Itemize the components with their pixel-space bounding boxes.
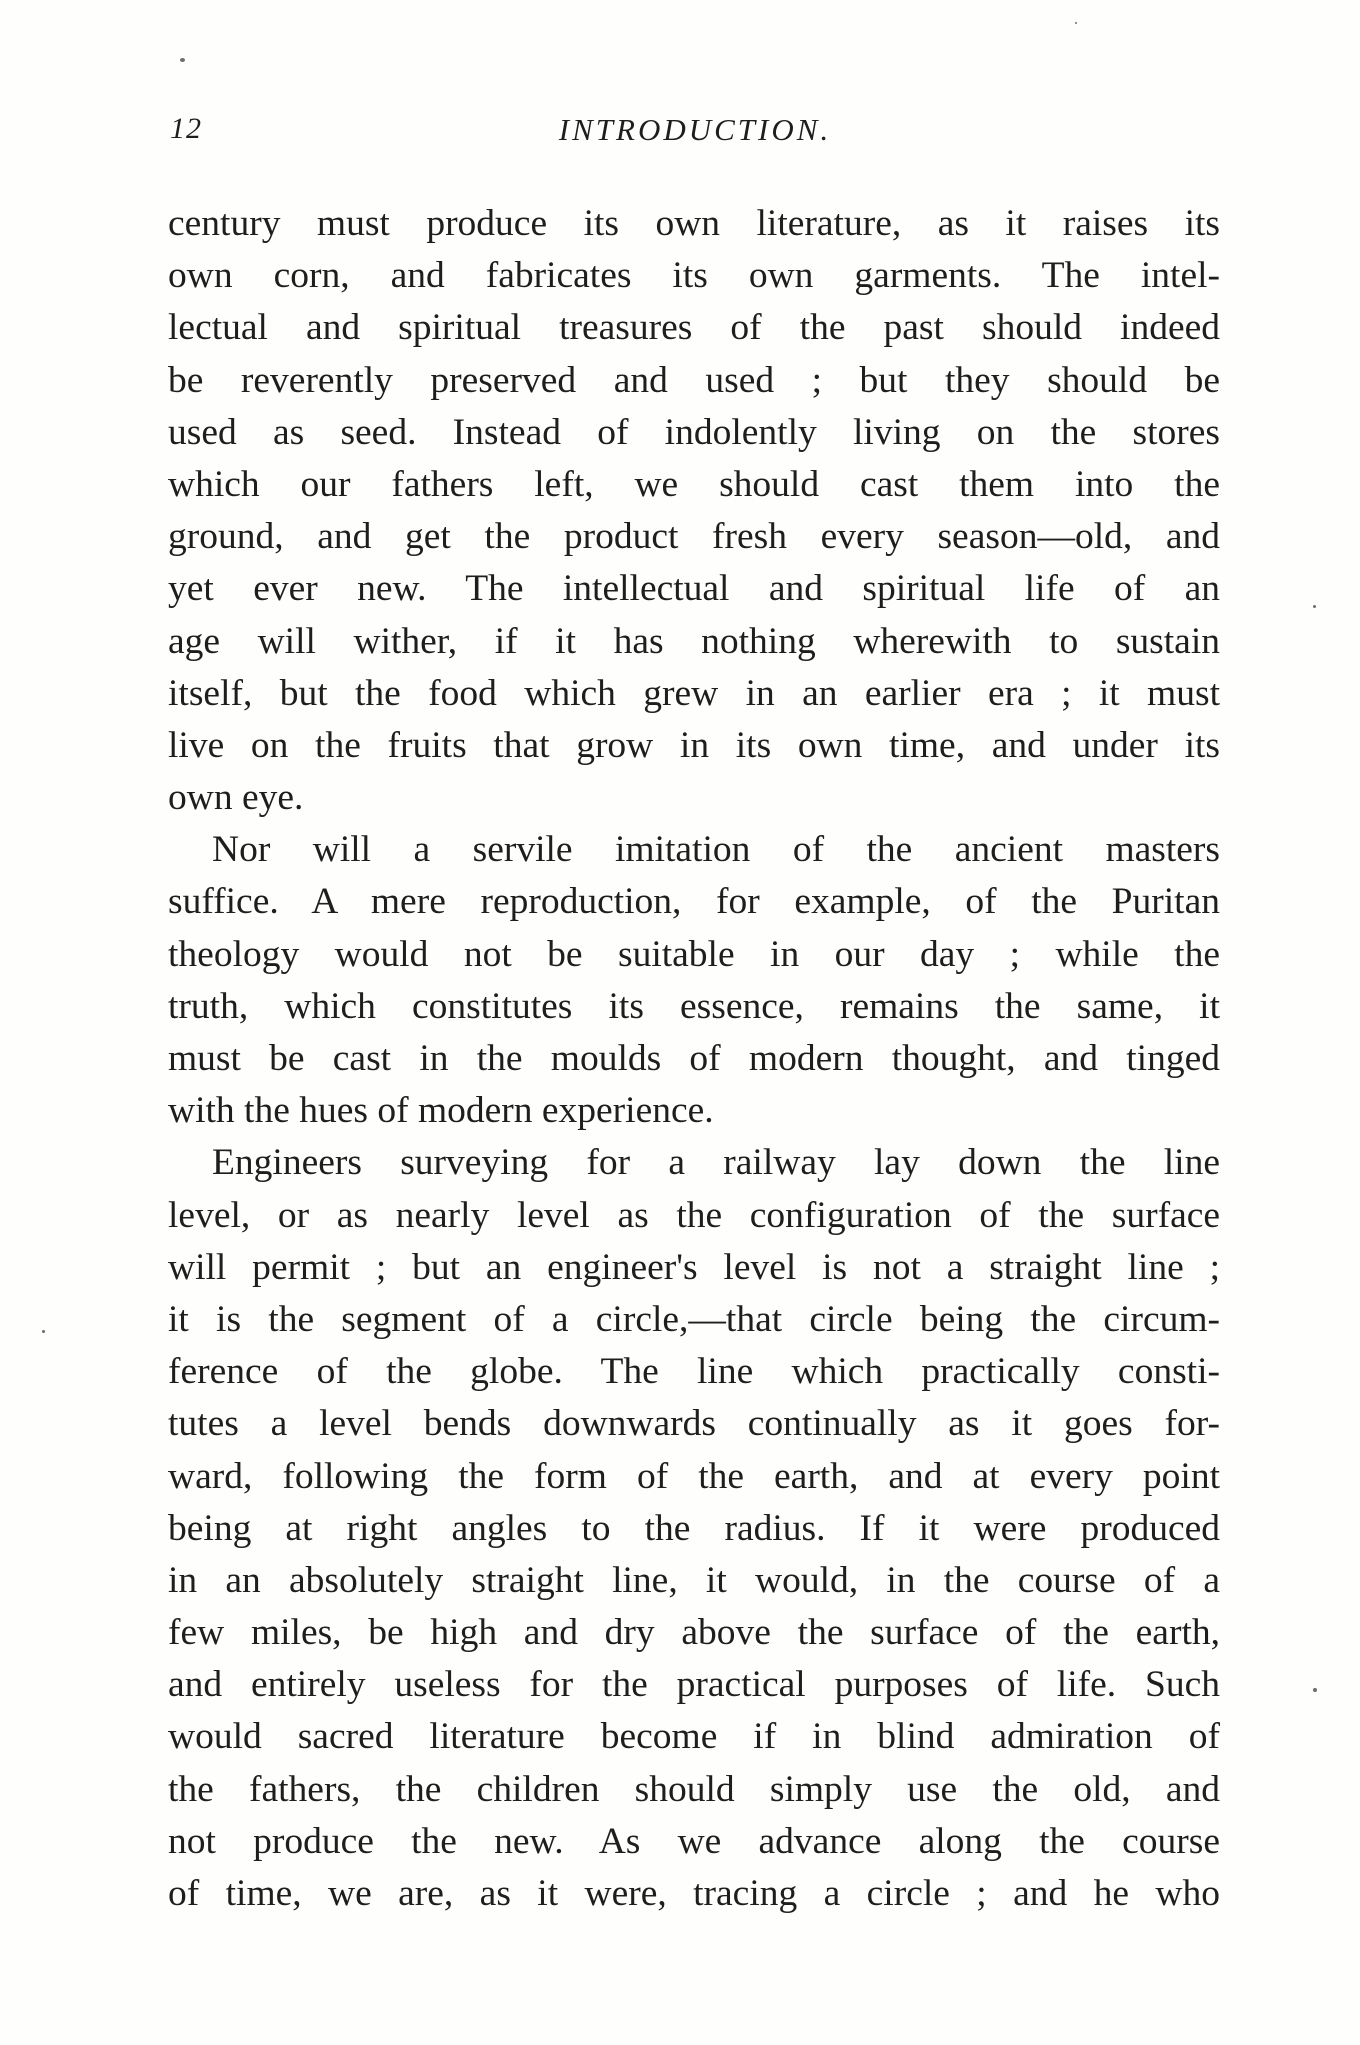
text-line: age will wither, if it has nothing wherewith to sustain [168, 620, 1220, 662]
text-line: tutes a level bends downwards continually as it goes for- [168, 1403, 1220, 1445]
text-line: itself, but the food which grew in an earlier era ; it must [168, 672, 1220, 714]
text-line: lectual and spiritual treasures of the past should indeed [168, 307, 1220, 349]
scan-speck [42, 1330, 45, 1333]
paragraph-end-line: with the hues of modern experience. [168, 1090, 714, 1132]
scan-speck [1313, 605, 1316, 608]
text-line: ground, and get the product fresh every season—old, and [168, 516, 1220, 558]
text-line: the fathers, the children should simply use the old, and [168, 1768, 1220, 1810]
text-line: would sacred literature become if in blind admiration of [168, 1716, 1220, 1758]
scan-speck [1075, 22, 1077, 24]
text-line: own corn, and fabricates its own garments. The intel- [168, 255, 1220, 297]
text-line: theology would not be suitable in our day ; while the [168, 933, 1220, 975]
text-line: level, or as nearly level as the configuration of the surface [168, 1194, 1220, 1236]
text-line: and entirely useless for the practical purposes of life. Such [168, 1664, 1220, 1706]
text-line: suffice. A mere reproduction, for example, of the Puritan [168, 881, 1220, 923]
text-line: must be cast in the moulds of modern thought, and tinged [168, 1038, 1220, 1079]
body-text [168, 198, 1220, 1920]
running-head [170, 112, 1220, 162]
text-line: ward, following the form of the earth, and at every point [168, 1455, 1220, 1497]
running-title: INTRODUCTION. [558, 112, 832, 147]
text-line: yet ever new. The intellectual and spiritual life of an [168, 568, 1220, 610]
text-line: it is the segment of a circle,—that circle being the circum- [168, 1298, 1220, 1340]
text-line: which our fathers left, we should cast them into the [168, 463, 1220, 505]
text-line: be reverently preserved and used ; but they should be [168, 359, 1220, 401]
text-line: century must produce its own literature, as it raises its [168, 203, 1220, 244]
text-line: live on the fruits that grow in its own time, and under its [168, 724, 1220, 766]
scan-speck [1313, 1688, 1317, 1692]
text-line: few miles, be high and dry above the surface of the earth, [168, 1612, 1220, 1654]
text-line: truth, which constitutes its essence, remains the same, it [168, 985, 1220, 1027]
text-line: not produce the new. As we advance along the course [168, 1820, 1220, 1862]
scan-speck [180, 58, 185, 62]
paragraph-end-line: own eye. [168, 777, 304, 819]
text-line: being at right angles to the radius. If it were produced [168, 1507, 1220, 1549]
text-line: will permit ; but an engineer's level is not a straight line ; [168, 1246, 1220, 1288]
page-number: 12 [170, 112, 202, 145]
text-line: used as seed. Instead of indolently living on the stores [168, 411, 1220, 453]
text-line: in an absolutely straight line, it would, in the course of a [168, 1559, 1220, 1601]
text-line: ference of the globe. The line which practically consti- [168, 1351, 1220, 1393]
paragraph-start-line: Engineers surveying for a railway lay down the line [212, 1142, 1220, 1184]
text-line: of time, we are, as it were, tracing a circle ; and he who [168, 1873, 1220, 1914]
paragraph-start-line: Nor will a servile imitation of the ancient masters [212, 829, 1220, 871]
